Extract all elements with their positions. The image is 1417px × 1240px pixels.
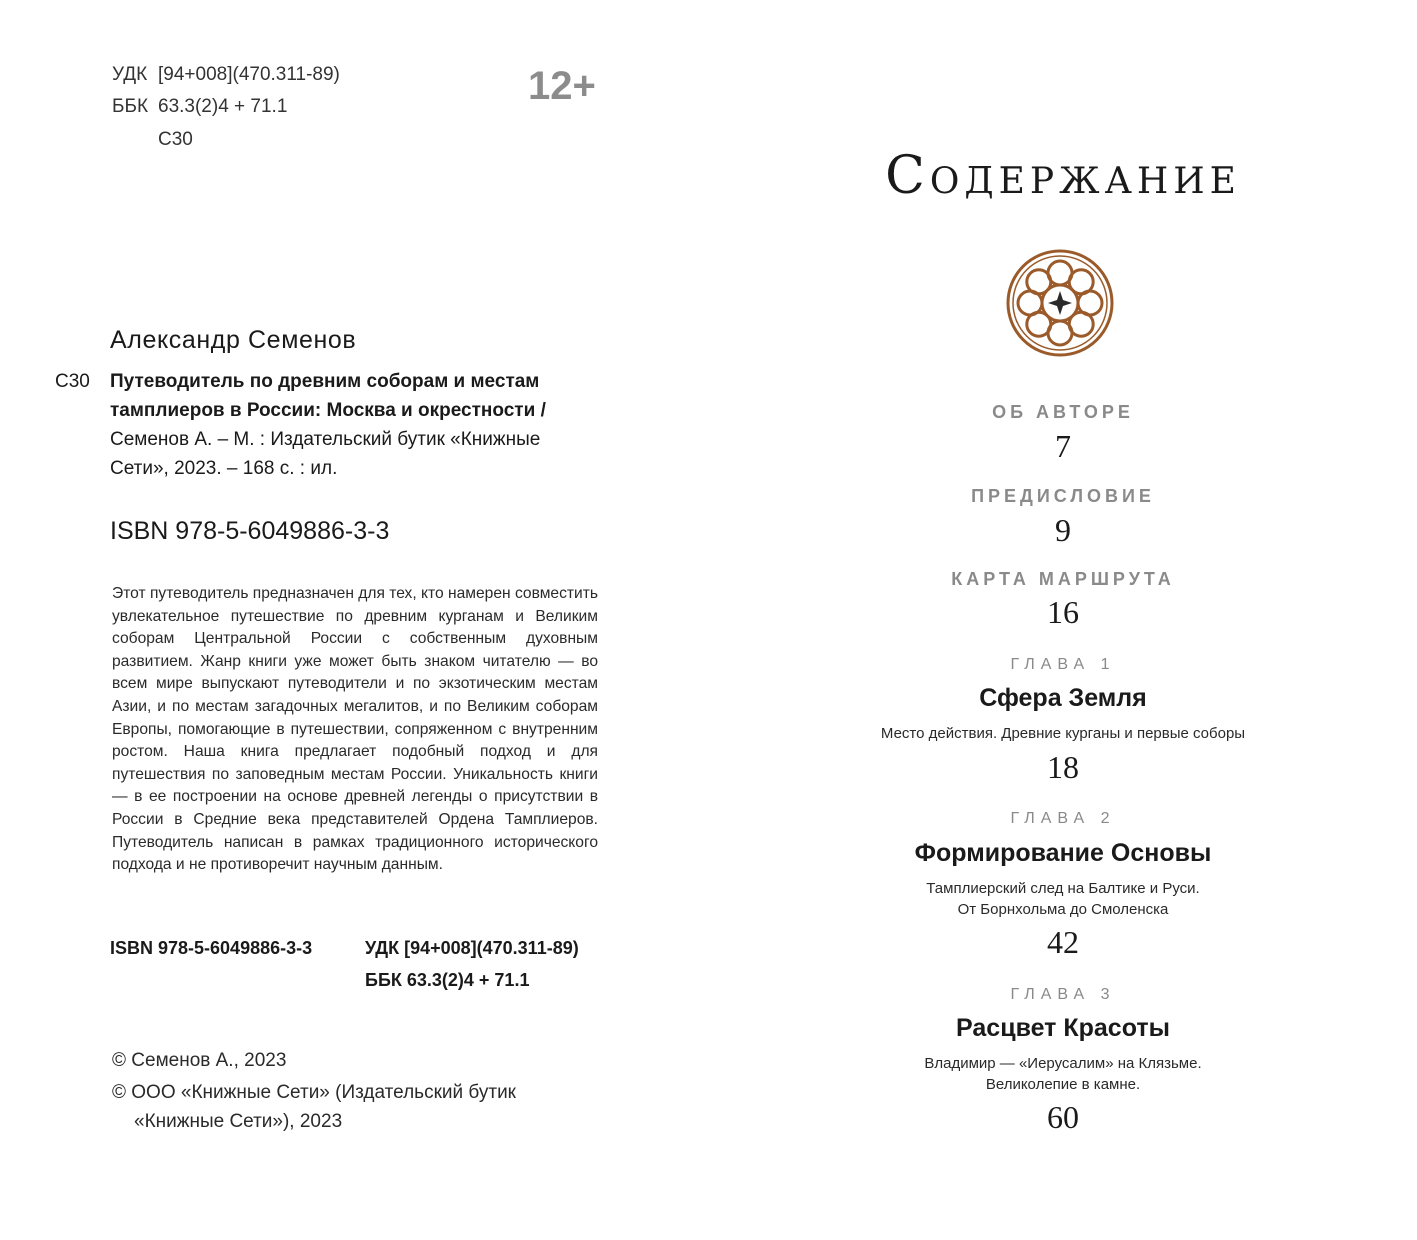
book-title-line: Путеводитель по древним соборам и местам	[110, 371, 540, 392]
toc-section-label: ОБ АВТОРЕ	[992, 402, 1134, 422]
toc-section-label: КАРТА МАРШРУТА	[951, 569, 1175, 589]
toc-page-number: 42	[1047, 924, 1079, 960]
author-name: Александр Семенов	[110, 326, 357, 354]
toc-chapter-title: Расцвет Красоты	[956, 1014, 1170, 1042]
footer-udk: УДК [94+008](470.311-89)	[365, 938, 579, 958]
copyright-line: «Книжные Сети»), 2023	[134, 1111, 343, 1132]
toc-page-number: 60	[1047, 1099, 1079, 1135]
toc-chapter-subtitle: Великолепие в камне.	[985, 1076, 1141, 1093]
footer-isbn: ISBN 978-5-6049886-3-3	[110, 938, 313, 958]
rosette-cross-icon	[1006, 249, 1114, 357]
abstract: Этот путеводитель предназначен для тех, кто намерен совместить увлекательное путешествие по древним курганам и Великим соборам Центральной России с собственным духовным развитием. Жанр книги уже может быть знаком читателю — во всем мире выпускают путеводители и по экзотическим местам Азии, и по местам загадочных мегалитов, и по Великим соборам Европы, помогающие в путешествии, сопряженном с внутренним ростом. Наша книга предлагает подобный подход и для путешествия по заповедным местам России. Уникальность книги — в ее построении на основе древней легенды о присутствии в России в Средние века представителей Ордена Тамплиеров. Путеводитель написан в рамках традиционного исторического подхода и не противоречит научным данным.	[112, 585, 599, 874]
toc-chapter-label: ГЛАВА 3	[1010, 986, 1116, 1003]
imprint-line: Семенов А. – М. : Издательский бутик «Книжные	[110, 429, 541, 450]
copyright-line: © ООО «Книжные Сети» (Издательский бутик	[112, 1082, 516, 1103]
toc-chapter-title: Формирование Основы	[914, 839, 1212, 867]
isbn: ISBN 978-5-6049886-3-3	[110, 517, 390, 545]
toc-page-number: 9	[1055, 512, 1071, 548]
bbk-label: ББК	[112, 96, 149, 117]
toc-chapter-label: ГЛАВА 1	[1010, 656, 1116, 673]
toc-page-number: 18	[1047, 749, 1079, 785]
author-mark: С30	[158, 129, 193, 150]
copyright-line: © Семенов А., 2023	[112, 1050, 287, 1071]
toc-page-number: 16	[1047, 594, 1079, 630]
toc-section-label: ПРЕДИСЛОВИЕ	[971, 486, 1155, 506]
bbk-value: 63.3(2)4 + 71.1	[158, 96, 288, 117]
udk-label: УДК	[112, 64, 148, 85]
toc-chapter-subtitle: Тамплиерский след на Балтике и Руси.	[926, 880, 1200, 897]
shelf-mark: С30	[55, 371, 90, 392]
udk-value: [94+008](470.311-89)	[158, 64, 340, 85]
toc-chapter-subtitle: Владимир — «Иерусалим» на Клязьме.	[924, 1055, 1202, 1072]
imprint-line: Сети», 2023. – 168 с. : ил.	[110, 458, 338, 479]
toc-chapter-title: Сфера Земля	[979, 684, 1147, 712]
age-rating: 12+	[528, 64, 596, 108]
toc-chapter-label: ГЛАВА 2	[1010, 810, 1116, 827]
toc-chapter-subtitle: Место действия. Древние курганы и первые соборы	[880, 725, 1246, 742]
toc-page-number: 7	[1055, 428, 1071, 464]
toc-chapter-subtitle: От Борнхольма до Смоленска	[957, 901, 1169, 918]
book-title-line: тамплиеров в России: Москва и окрестности /	[110, 400, 546, 421]
footer-bbk: ББК 63.3(2)4 + 71.1	[365, 970, 530, 990]
toc-title: Содержание	[885, 146, 1241, 206]
